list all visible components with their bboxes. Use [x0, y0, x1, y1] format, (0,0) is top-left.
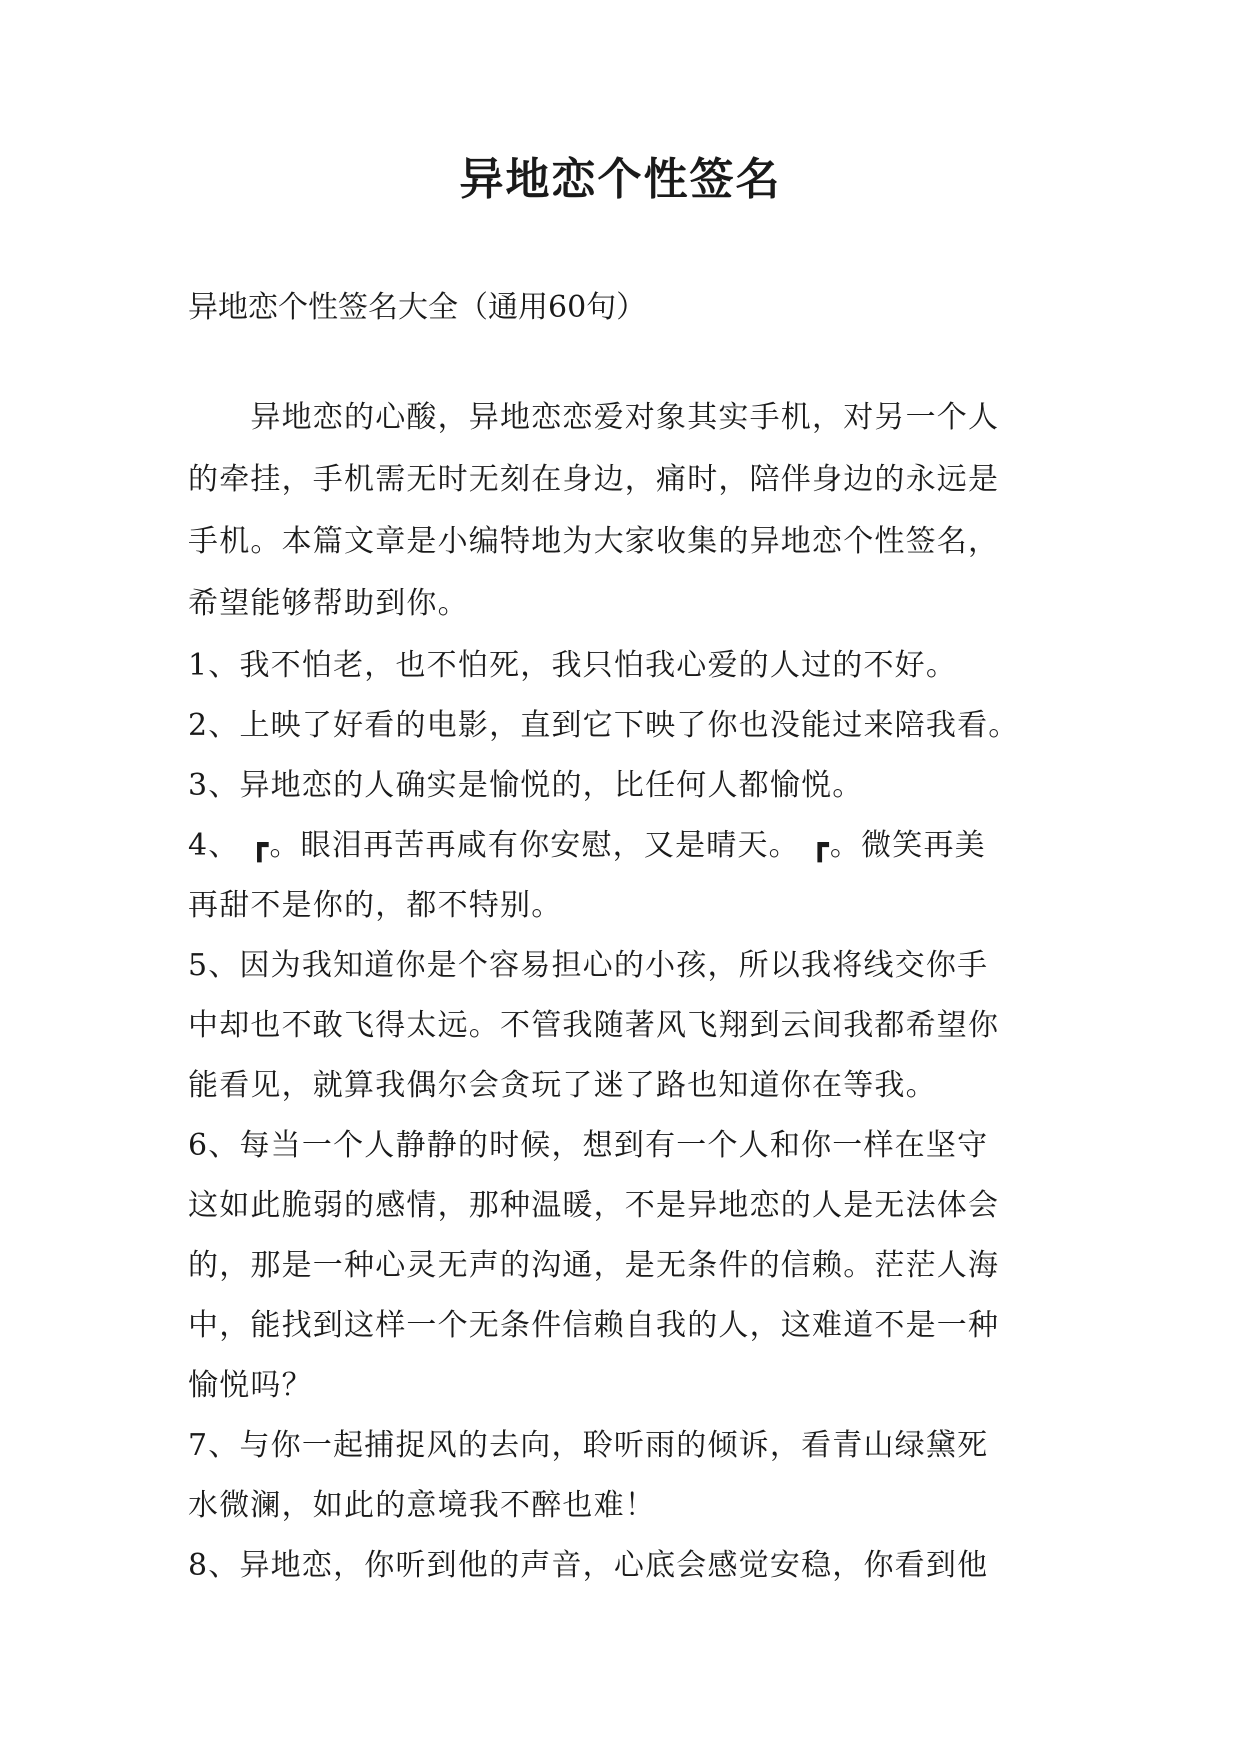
list-item-line: 再甜不是你的，都不特别。 [188, 888, 563, 923]
paragraph-line: 希望能够帮助到你。 [188, 586, 469, 621]
list-item-line: 中却也不敢飞得太远。不管我随著风飞翔到云间我都希望你 [188, 1008, 1000, 1043]
list-item-line: 6、每当一个人静静的时候，想到有一个人和你一样在坚守 [188, 1128, 989, 1163]
list-item-line: 4、 ┏。眼泪再苦再咸有你安慰，又是晴天。 ┏。微笑再美 [188, 828, 986, 863]
paragraph-line: 手机。本篇文章是小编特地为大家收集的异地恋个性签名， [188, 524, 1000, 559]
list-item-line: 8、异地恋，你听到他的声音，心底会感觉安稳，你看到他 [188, 1548, 989, 1583]
list-item-line: 5、因为我知道你是个容易担心的小孩，所以我将线交你手 [188, 948, 989, 983]
list-item-line: 愉悦吗？ [188, 1368, 313, 1403]
list-item-line: 这如此脆弱的感情，那种温暖，不是异地恋的人是无法体会 [188, 1188, 1000, 1223]
list-item-line: 中，能找到这样一个无条件信赖自我的人，这难道不是一种 [188, 1308, 1000, 1343]
list-item-line: 1、我不怕老，也不怕死，我只怕我心爱的人过的不好。 [188, 648, 958, 683]
paragraph-line: 的牵挂，手机需无时无刻在身边，痛时，陪伴身边的永远是 [188, 462, 1000, 497]
list-item-line: 3、异地恋的人确实是愉悦的，比任何人都愉悦。 [188, 768, 864, 803]
document-subtitle: 异地恋个性签名大全（通用60句） [188, 290, 647, 325]
document-title: 异地恋个性签名 [459, 154, 782, 205]
list-item-line: 水微澜，如此的意境我不醉也难！ [188, 1488, 656, 1523]
list-item-line: 7、与你一起捕捉风的去向，聆听雨的倾诉，看青山绿黛死 [188, 1428, 989, 1463]
list-item-line: 2、上映了好看的电影，直到它下映了你也没能过来陪我看。 [188, 708, 1020, 743]
paragraph-line: 异地恋的心酸，异地恋恋爱对象其实手机，对另一个人 [188, 400, 1000, 435]
list-item-line: 的，那是一种心灵无声的沟通，是无条件的信赖。茫茫人海 [188, 1248, 1000, 1283]
list-item-line: 能看见，就算我偶尔会贪玩了迷了路也知道你在等我。 [188, 1068, 937, 1103]
